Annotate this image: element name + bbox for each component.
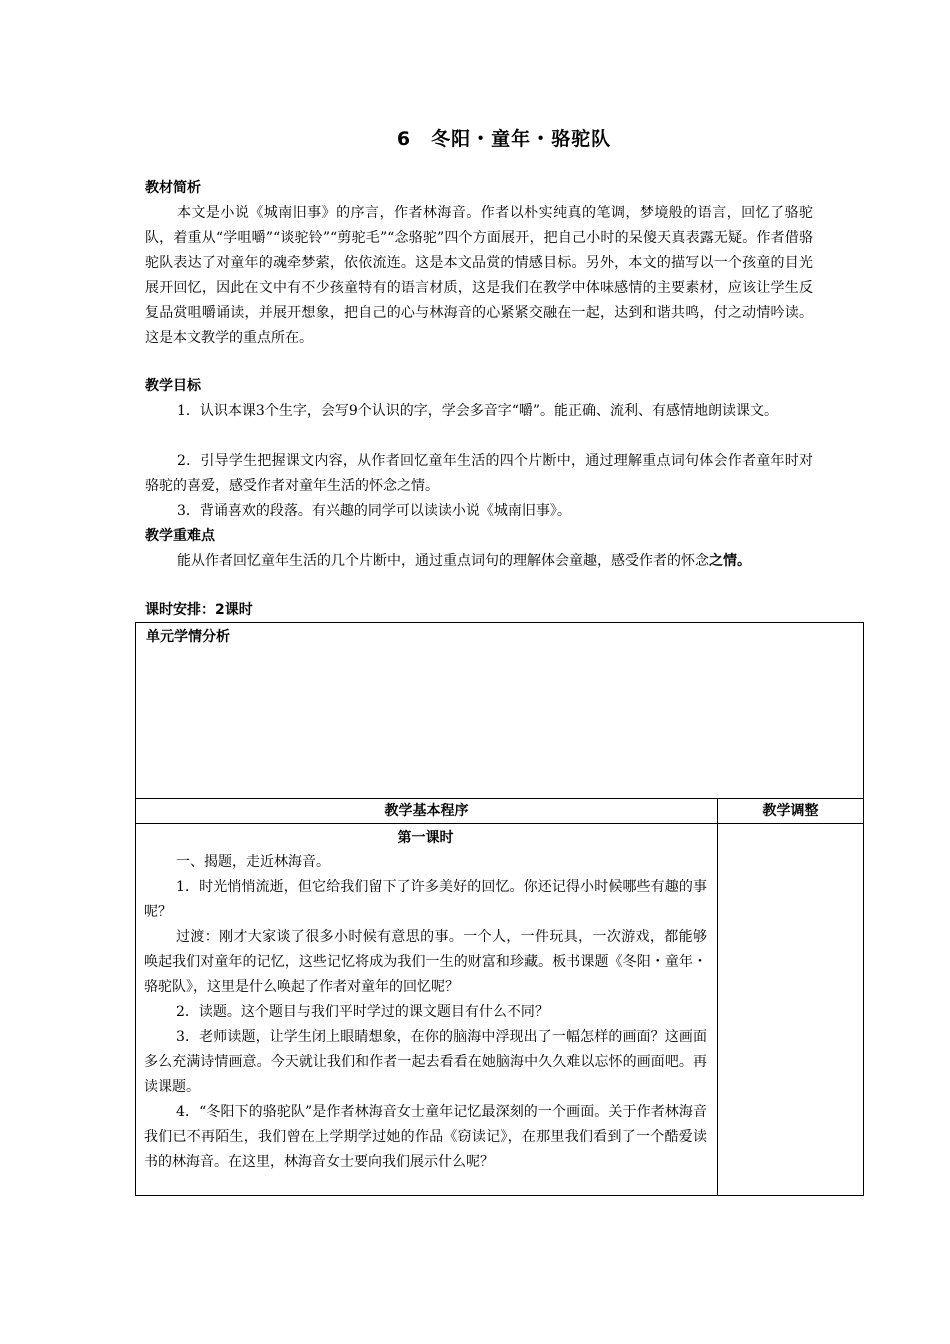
adjustment-content-cell <box>718 824 864 1196</box>
key-points-heading: 教学重难点 <box>145 528 215 544</box>
schedule-value: 2课时 <box>215 602 253 618</box>
lesson-plan-table <box>135 622 864 1196</box>
key-points-text-end: 之情。 <box>709 553 751 569</box>
program-paragraph: 4．“冬阳下的骆驼队”是作者林海音女士童年记忆最深刻的一个画面。关于作者林海音我们已不再陌生，我们曾在上学期学过她的作品《窃读记》，在那里我们看到了一个酷爱读书的林海音。在这里，林海音女士要向我们展示什么呢？ <box>144 1104 707 1170</box>
first-lesson-title: 第一课时 <box>397 830 454 846</box>
teaching-goal-2: 2．引导学生把握课文内容，从作者回忆童年生活的四个片断中，通过理解重点词句体会作者童年时对骆驼的喜爱，感受作者对童年生活的怀念之情。 <box>145 453 813 494</box>
textbook-analysis-heading: 教材简析 <box>145 180 201 196</box>
textbook-analysis-body: 本文是小说《城南旧事》的序言，作者林海音。作者以朴实纯真的笔调，梦境般的语言，回忆了骆驼队，着重从“学咀嚼”“谈驼铃”“剪驼毛”“念骆驼”四个方面展开，把自己小时的呆傻天真表露无疑。作者借骆驼队表达了对童年的魂牵梦萦，依依流连。这是本文品赏的情感目标。另外，本文的描写以一个孩童的目光展开回忆，因此在文中有不少孩童特有的语言材质，这是我们在教学中体味感情的主要素材，应该让学生反复品赏咀嚼诵读，并展开想象，把自己的心与林海音的心紧紧交融在一起，达到和谐共鸣，付之动情吟读。这是本文教学的重点所在。 <box>145 205 813 346</box>
program-paragraph: 2．读题。这个题目与我们平时学过的课文题目有什么不同？ <box>176 1004 549 1020</box>
adjustment-column-header: 教学调整 <box>718 799 864 824</box>
teaching-goal-3: 3．背诵喜欢的段落。有兴趣的同学可以读读小说《城南旧事》。 <box>177 503 571 519</box>
schedule-line <box>145 598 253 622</box>
teaching-goals-heading: 教学目标 <box>145 378 201 394</box>
program-paragraph: 过渡：刚才大家谈了很多小时候有意思的事。一个人，一件玩具，一次游戏，都能够唤起我们对童年的记忆，这些记忆将成为我们一生的财富和珍藏。板书课题《冬阳・童年・骆驼队》，这里是什么唤起了作者对童年的回忆呢？ <box>144 929 707 995</box>
unit-analysis-label: 单元学情分析 <box>146 629 230 645</box>
teaching-goal-1: 1．认识本课3个生字，会写9个认识的字，学会多音字“嚼”。能正确、流利、有感情地朗读课文。 <box>177 403 779 419</box>
program-paragraph: 1．时光悄悄流逝，但它给我们留下了许多美好的回忆。你还记得小时候哪些有趣的事呢？ <box>144 879 707 920</box>
key-points-body <box>145 549 813 574</box>
program-column-header: 教学基本程序 <box>136 799 718 824</box>
key-points-text: 能从作者回忆童年生活的几个片断中，通过重点词句的理解体会童趣，感受作者的怀念 <box>177 553 709 569</box>
lesson-title: 6 冬阳・童年・骆驼队 <box>396 128 612 150</box>
program-content-cell <box>136 824 718 1196</box>
unit-analysis-cell <box>136 623 864 799</box>
program-paragraph: 一、揭题，走近林海音。 <box>176 854 330 870</box>
schedule-label: 课时安排： <box>145 602 215 618</box>
program-paragraph: 3．老师读题，让学生闭上眼睛想象，在你的脑海中浮现出了一幅怎样的画面？这画面多么充满诗情画意。今天就让我们和作者一起去看看在她脑海中久久难以忘怀的画面吧。再读课题。 <box>144 1029 707 1095</box>
